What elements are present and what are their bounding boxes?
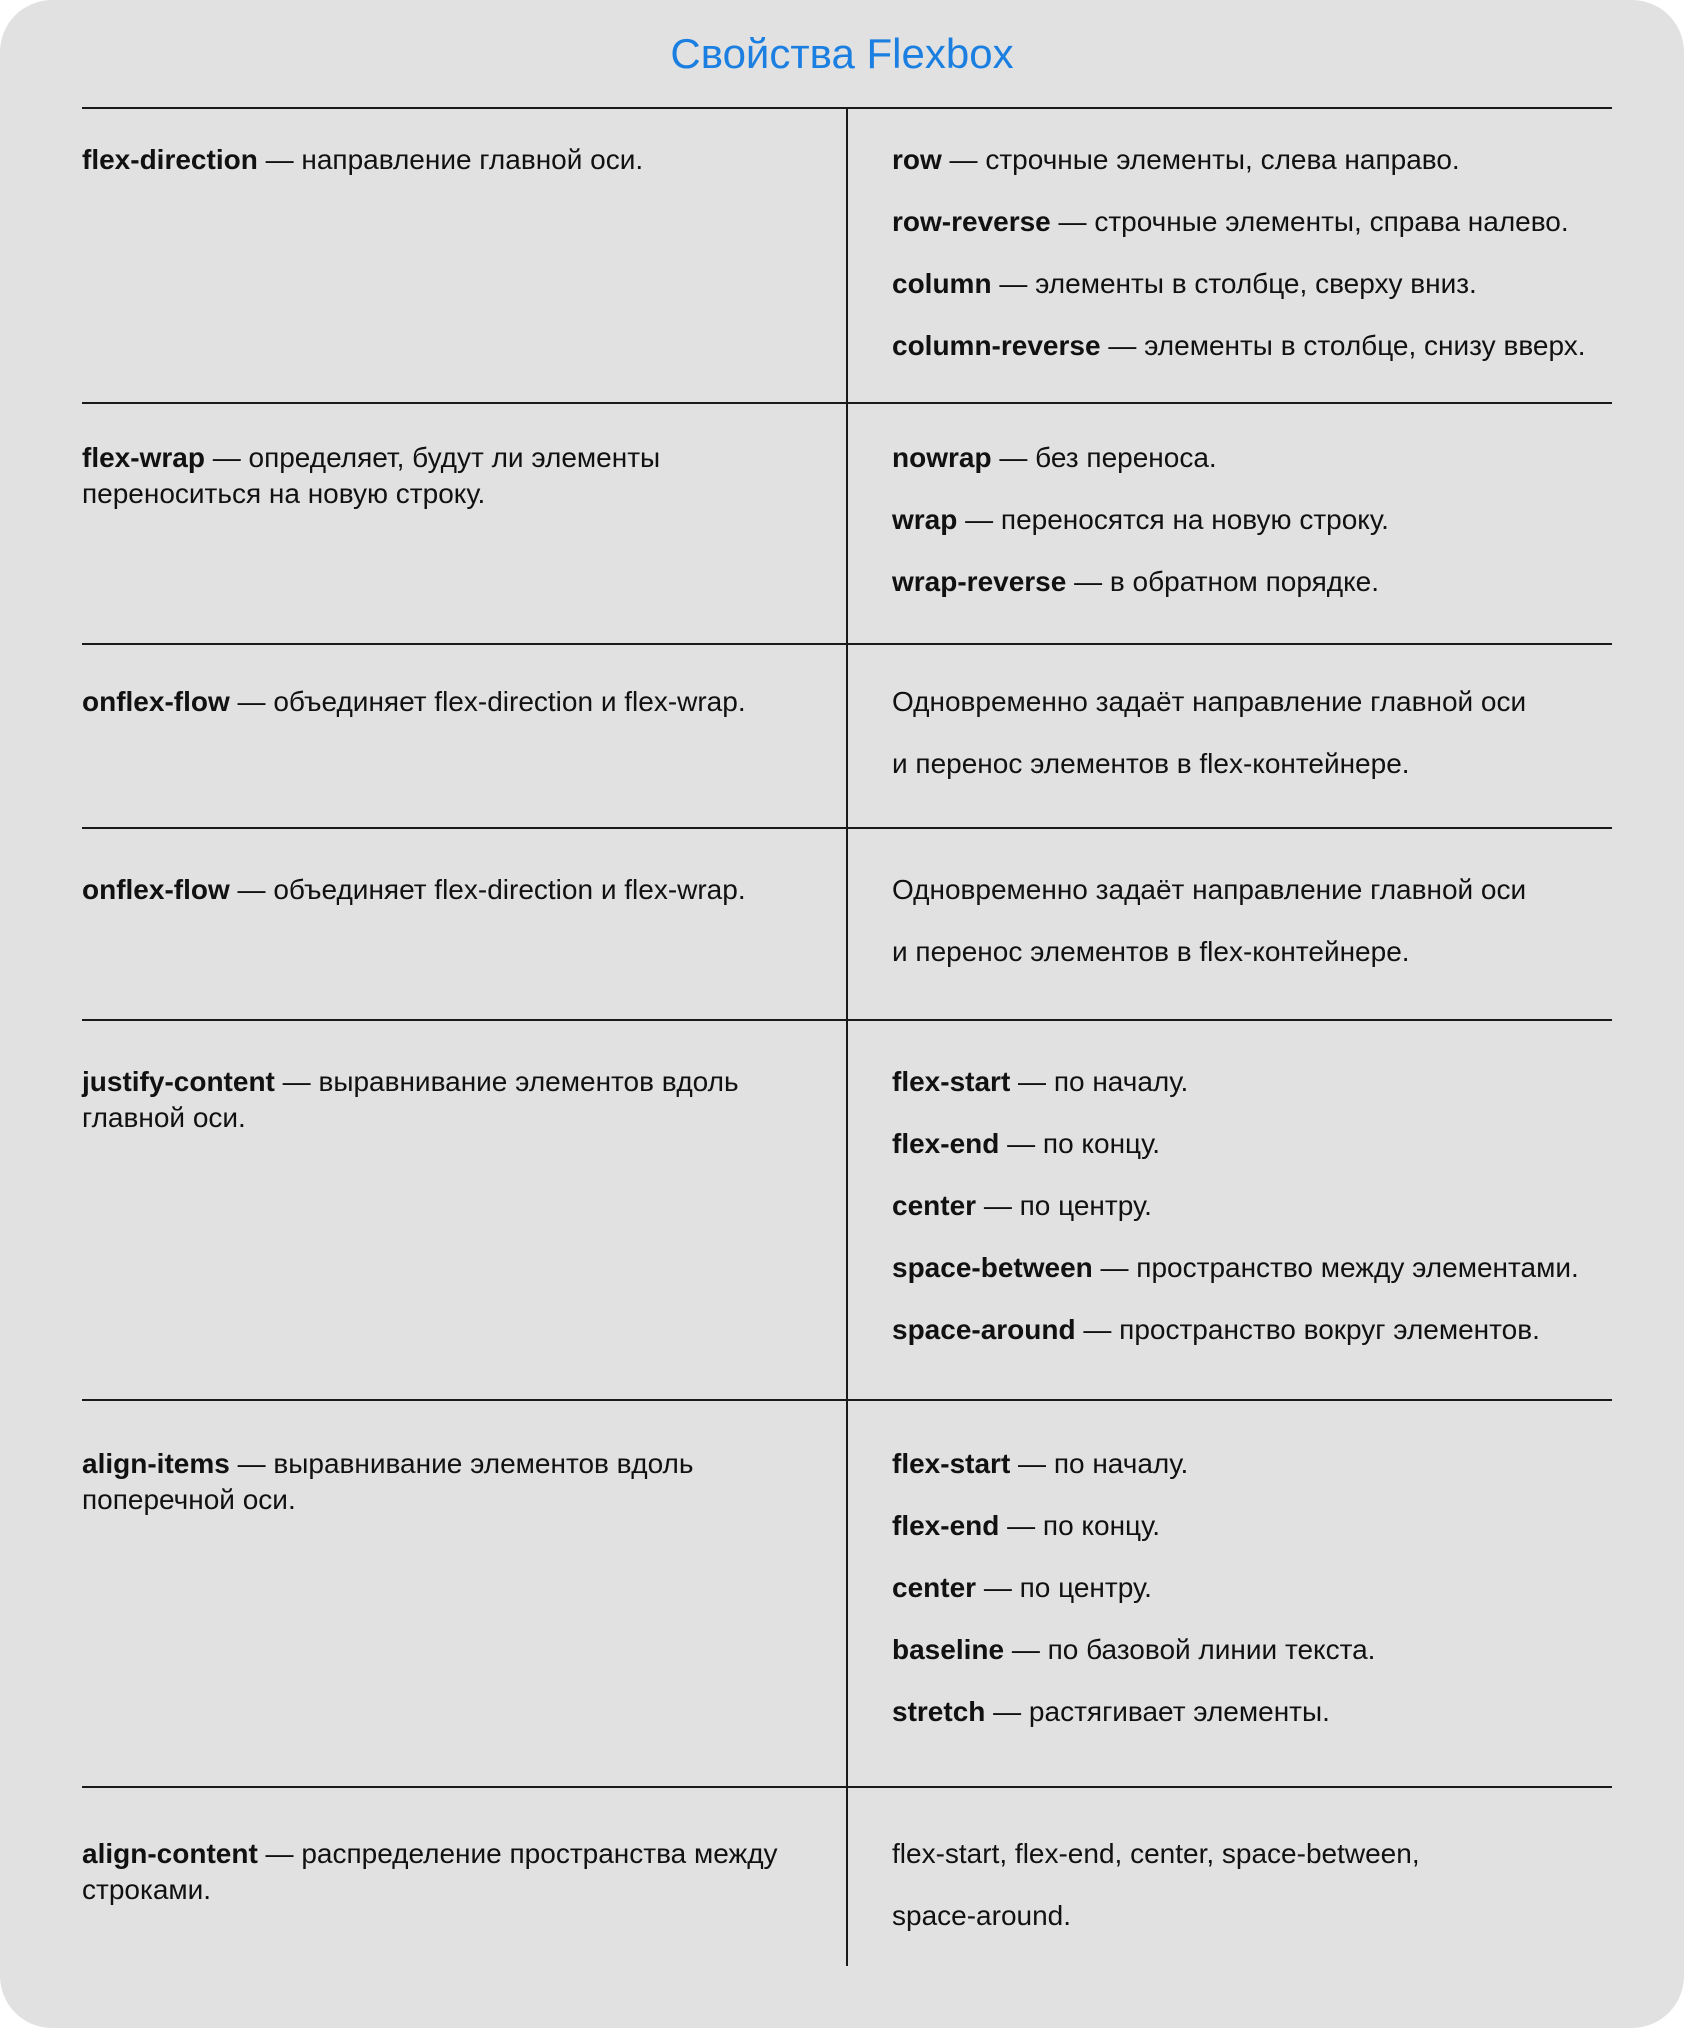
value-text-line: space-around. <box>892 1900 1072 1931</box>
value-name: flex-start <box>892 1448 1011 1479</box>
value-text-line: Одновременно задаёт направление главной оси <box>892 874 1527 905</box>
property-cell <box>82 440 802 512</box>
value-item <box>892 440 1672 476</box>
values-cell <box>892 1064 1672 1374</box>
value-item <box>892 1570 1672 1606</box>
value-item <box>892 1508 1672 1544</box>
value-item <box>892 142 1672 178</box>
value-item <box>892 564 1672 600</box>
value-text-line: flex-start, flex-end, center, space-between, <box>892 1838 1420 1869</box>
value-name: row-reverse <box>892 206 1051 237</box>
property-name: align-content <box>82 1838 258 1869</box>
value-name: wrap-reverse <box>892 566 1067 597</box>
value-name: nowrap <box>892 442 992 473</box>
value-description: — пространство вокруг элементов. <box>1075 1314 1540 1345</box>
property-description: — выравнивание элементов вдоль поперечной оси. <box>82 1448 694 1515</box>
value-description: — пространство между элементами. <box>1092 1252 1579 1283</box>
property-cell <box>82 142 802 178</box>
values-cell <box>892 859 1672 983</box>
value-description: — строчные элементы, слева направо. <box>941 144 1460 175</box>
value-description: — элементы в столбце, снизу вверх. <box>1100 330 1586 361</box>
property-name: flex-direction <box>82 144 258 175</box>
value-name: stretch <box>892 1696 986 1727</box>
values-cell <box>892 1823 1672 1947</box>
value-description: — по центру. <box>976 1190 1152 1221</box>
value-item <box>892 1064 1672 1100</box>
value-name: center <box>892 1190 977 1221</box>
values-cell <box>892 142 1672 390</box>
value-description: — без переноса. <box>991 442 1217 473</box>
value-item <box>892 328 1672 364</box>
value-name: row <box>892 144 942 175</box>
column-divider <box>846 108 848 1966</box>
value-description: — в обратном порядке. <box>1066 566 1379 597</box>
property-description: — определяет, будут ли элементы переноситься на новую строку. <box>82 442 661 509</box>
property-description: — объединяет flex-direction и flex-wrap. <box>229 686 746 717</box>
values-cell <box>892 671 1672 795</box>
property-name: onflex-flow <box>82 686 230 717</box>
value-description: — строчные элементы, справа налево. <box>1050 206 1569 237</box>
values-cell <box>892 440 1672 626</box>
value-name: wrap <box>892 504 958 535</box>
value-name: baseline <box>892 1634 1005 1665</box>
property-name: flex-wrap <box>82 442 205 473</box>
value-item <box>892 1312 1672 1348</box>
property-description: — распределение пространства между строками. <box>82 1838 778 1905</box>
value-item <box>892 1446 1672 1482</box>
value-name: space-around <box>892 1314 1076 1345</box>
value-item <box>892 266 1672 302</box>
value-text-line: и перенос элементов в flex-контейнере. <box>892 748 1410 779</box>
value-name: column-reverse <box>892 330 1101 361</box>
value-description: — по началу. <box>1010 1066 1189 1097</box>
property-cell <box>82 1836 802 1908</box>
value-item <box>892 502 1672 538</box>
value-text-line: Одновременно задаёт направление главной оси <box>892 686 1527 717</box>
page-title: Свойства Flexbox <box>670 30 1014 77</box>
property-cell <box>82 872 802 908</box>
property-cell <box>82 684 802 720</box>
property-description: — объединяет flex-direction и flex-wrap. <box>229 874 746 905</box>
value-name: space-between <box>892 1252 1093 1283</box>
value-description: — переносятся на новую строку. <box>957 504 1389 535</box>
value-description: — элементы в столбце, сверху вниз. <box>991 268 1477 299</box>
value-item <box>892 204 1672 240</box>
value-item <box>892 1188 1672 1224</box>
value-item <box>892 1250 1672 1286</box>
value-name: flex-start <box>892 1066 1011 1097</box>
value-description: — по концу. <box>999 1510 1161 1541</box>
property-name: justify-content <box>82 1066 275 1097</box>
value-name: center <box>892 1572 977 1603</box>
property-cell <box>82 1064 802 1136</box>
property-cell <box>82 1446 802 1518</box>
value-description: — растягивает элементы. <box>985 1696 1330 1727</box>
property-name: align-items <box>82 1448 230 1479</box>
property-description: — направление главной оси. <box>257 144 644 175</box>
value-description: — по центру. <box>976 1572 1152 1603</box>
value-description: — по базовой линии текста. <box>1004 1634 1376 1665</box>
value-item <box>892 1632 1672 1668</box>
value-name: flex-end <box>892 1510 1000 1541</box>
value-description: — по началу. <box>1010 1448 1189 1479</box>
property-description: — выравнивание элементов вдоль главной оси. <box>82 1066 739 1133</box>
property-name: onflex-flow <box>82 874 230 905</box>
value-description: — по концу. <box>999 1128 1161 1159</box>
value-name: column <box>892 268 992 299</box>
value-item <box>892 1694 1672 1730</box>
value-item <box>892 1126 1672 1162</box>
value-text-line: и перенос элементов в flex-контейнере. <box>892 936 1410 967</box>
value-name: flex-end <box>892 1128 1000 1159</box>
values-cell <box>892 1446 1672 1756</box>
